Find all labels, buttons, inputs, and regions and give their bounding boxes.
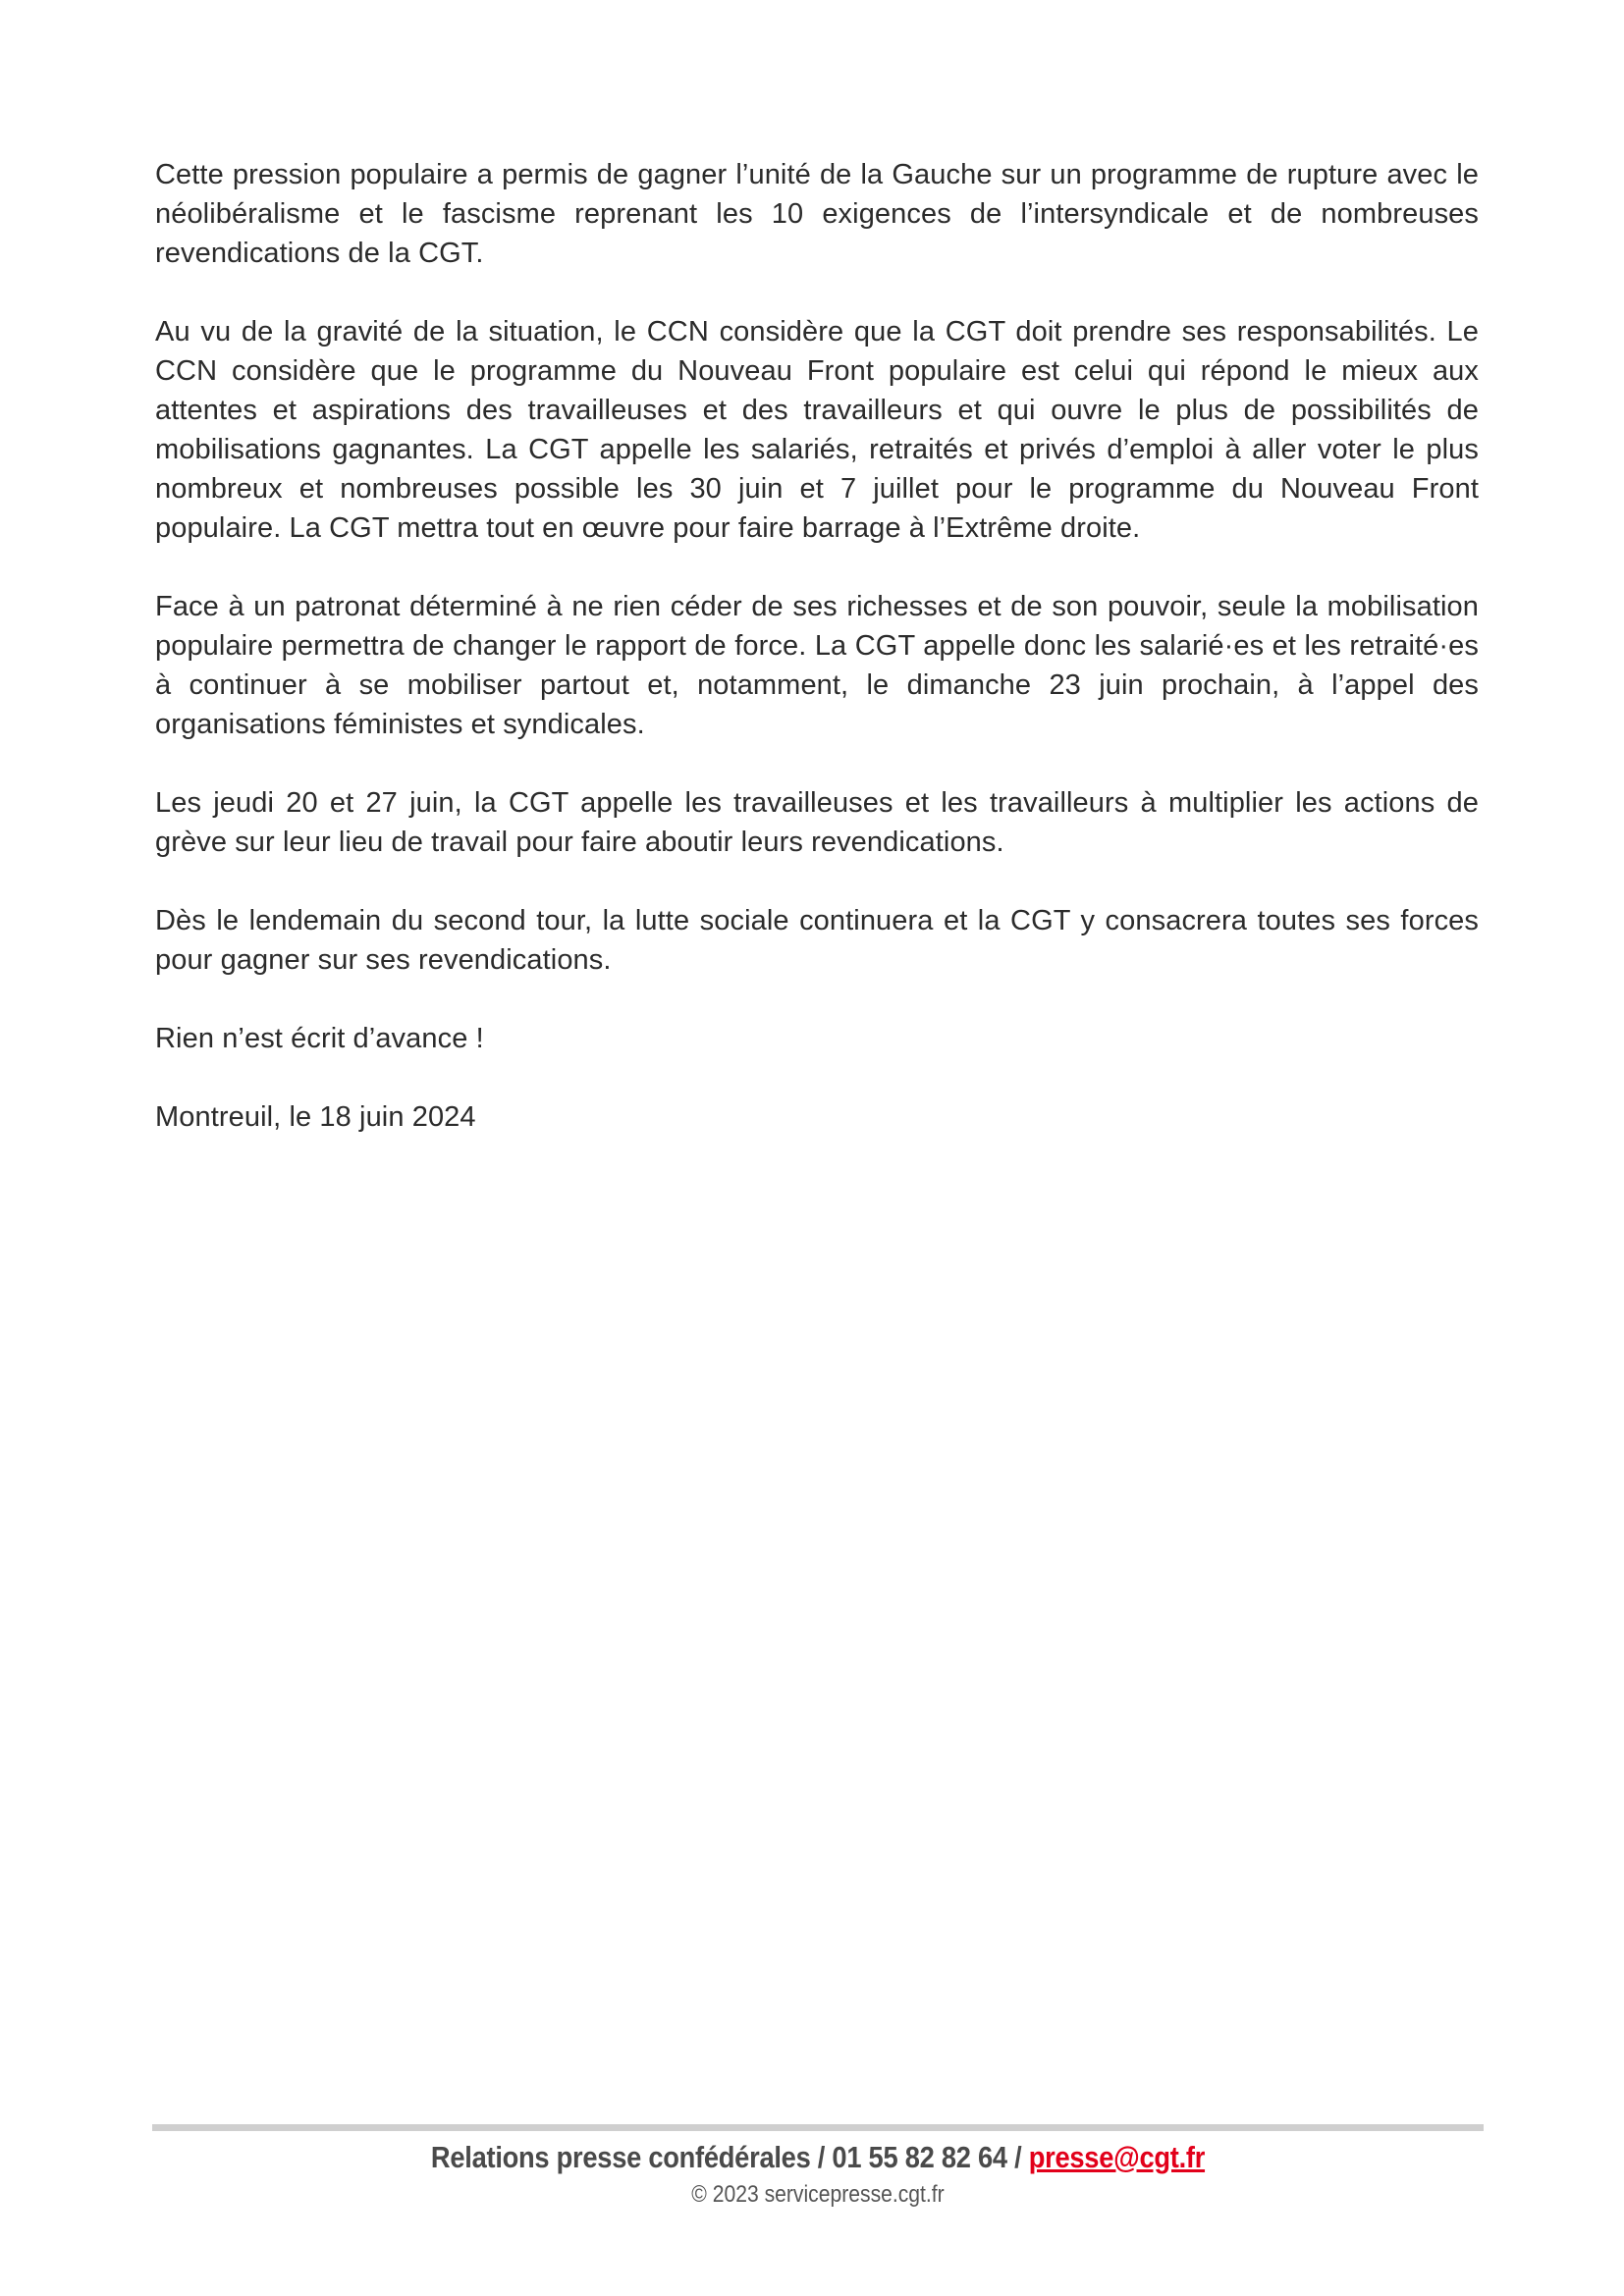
footer-divider: [152, 2124, 1484, 2131]
paragraph-slogan: Rien n’est écrit d’avance !: [155, 1023, 484, 1054]
paragraph-ccn-position: Au vu de la gravité de la situation, le CCN considère que la CGT doit prendre ses responsabilités. Le CCN considère que le programme du Nouveau Front populaire est celui qui répond le mieux aux attentes et aspirations des travailleuses et des travailleurs et qui ouvre le plus de possibilités de mobilisations gagnantes. La CGT appelle les salariés, retraités et privés d’emploi à aller voter le plus nombreux et nombreuses possible les 30 juin et 7 juillet pour le programme du Nouveau Front populaire. La CGT mettra tout en œuvre pour faire barrage à l’Extrême droite.: [155, 316, 1479, 544]
paragraph-strike-days: Les jeudi 20 et 27 juin, la CGT appelle les travailleuses et les travailleurs à multiplier les actions de grève sur leur lieu de travail pour faire aboutir leurs revendications.: [155, 787, 1479, 858]
footer-email-link[interactable]: presse@cgt.fr: [1028, 2140, 1206, 2174]
paragraph-place-date: Montreuil, le 18 juin 2024: [155, 1101, 476, 1133]
document-body: [155, 155, 1479, 1176]
footer-contact: [232, 2140, 1403, 2175]
paragraph-mobilisation: Face à un patronat déterminé à ne rien céder de ses richesses et de son pouvoir, seule la mobilisation populaire permettra de changer le rapport de force. La CGT appelle donc les salarié·es et les retraité·es à continuer à se mobiliser partout et, notamment, le dimanche 23 juin prochain, à l’appel des organisations féministes et syndicales.: [155, 591, 1479, 740]
paragraph-unity: Cette pression populaire a permis de gagner l’unité de la Gauche sur un programme de rupture avec le néolibéralisme et le fascisme reprenant les 10 exigences de l’intersyndicale et de nombreuses revendications de la CGT.: [155, 159, 1479, 269]
footer-copyright: © 2023 servicepresse.cgt.fr: [691, 2181, 945, 2208]
paragraph-social-struggle: Dès le lendemain du second tour, la lutte sociale continuera et la CGT y consacrera toutes ses forces pour gagner sur ses revendications.: [155, 905, 1479, 976]
footer-contact-text: Relations presse confédérales / 01 55 82 82 64 /: [430, 2140, 1029, 2174]
